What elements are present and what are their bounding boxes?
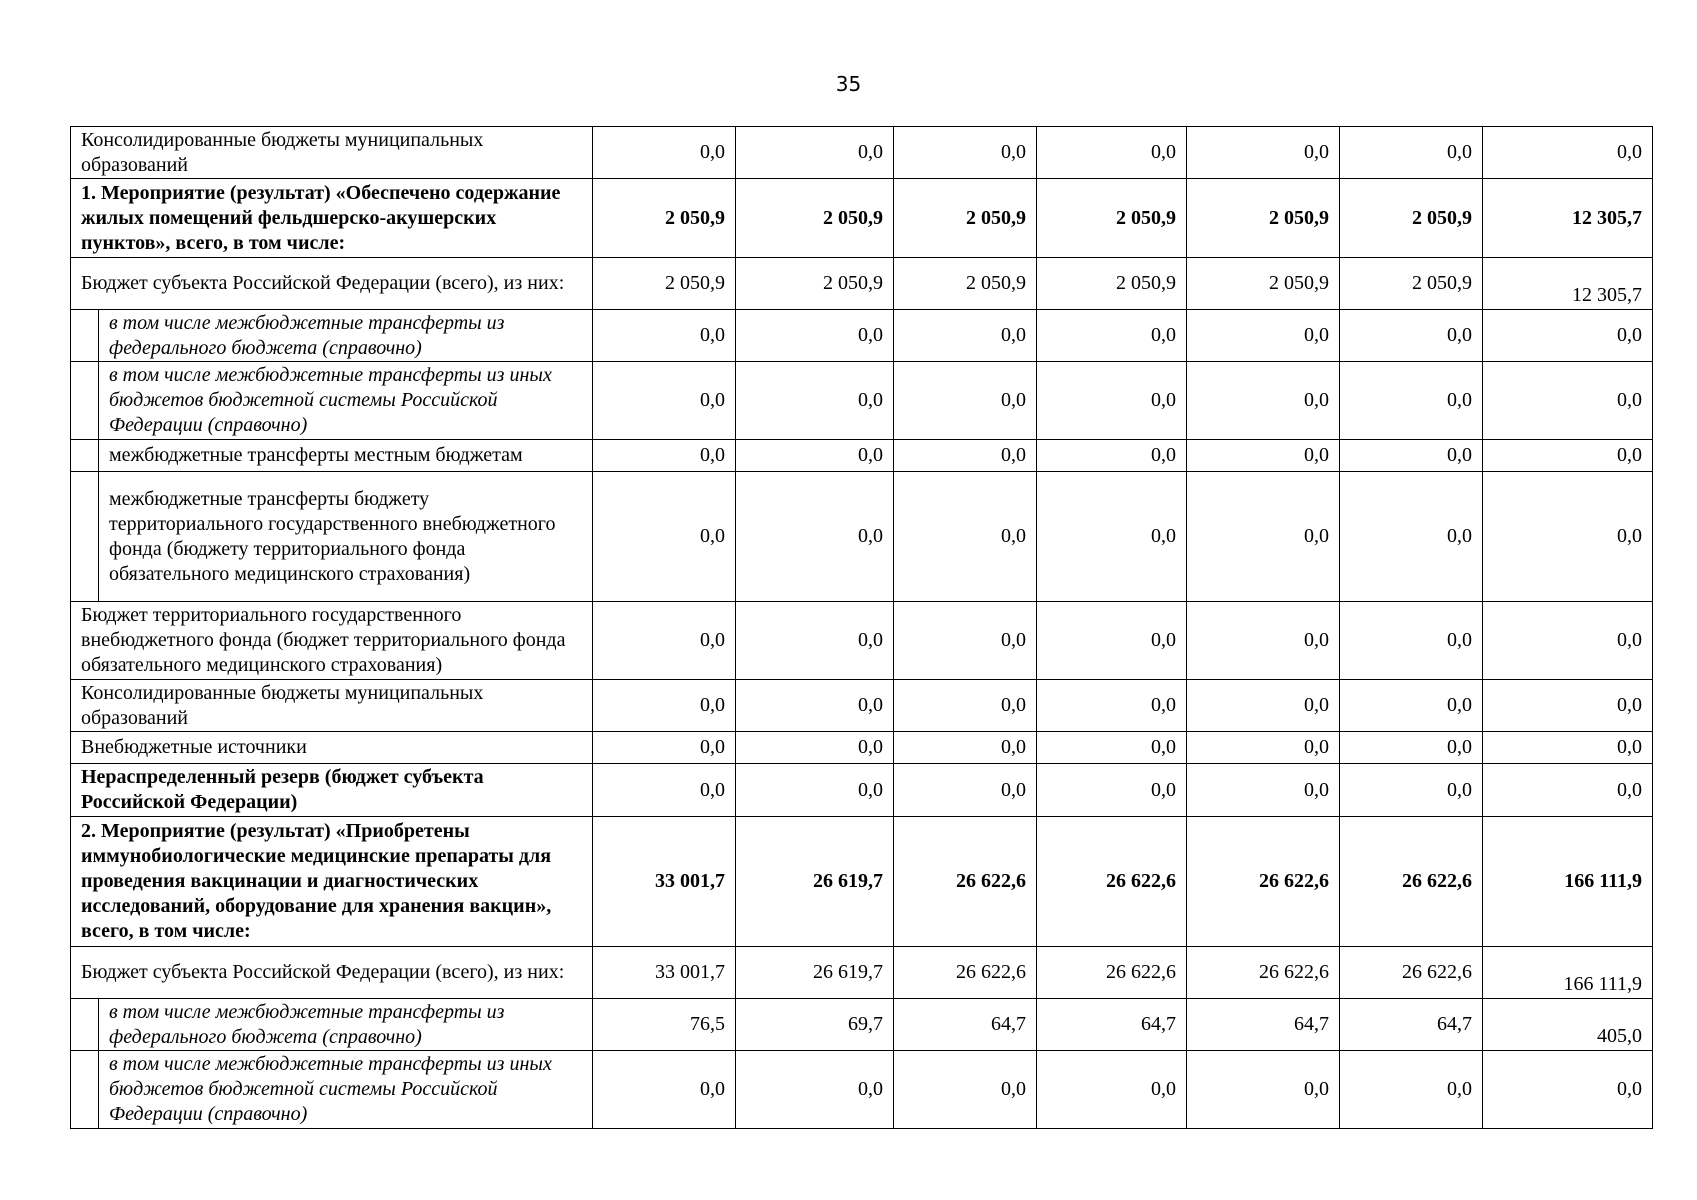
- value-cell: 0,0: [894, 127, 1037, 179]
- value-cell: 0,0: [1037, 1051, 1187, 1129]
- value-cell: 0,0: [1187, 764, 1340, 817]
- table-row: [71, 732, 1653, 764]
- value-cell: 2 050,9: [894, 258, 1037, 310]
- total-cell: 166 111,9: [1483, 817, 1653, 947]
- value-cell: 26 622,6: [1187, 817, 1340, 947]
- value-cell: 0,0: [1340, 127, 1483, 179]
- row-label: 2. Мероприятие (результат) «Приобретены иммунобиологические медицинские препараты для проведения вакцинации и диагностических исследований, оборудование для хранения вакцин», всего, в том числе:: [71, 817, 593, 947]
- value-cell: 26 622,6: [894, 817, 1037, 947]
- value-cell: 26 622,6: [1037, 947, 1187, 999]
- value-cell: 0,0: [593, 440, 736, 472]
- total-cell: 166 111,9: [1483, 947, 1653, 999]
- total-cell: 0,0: [1483, 680, 1653, 732]
- row-label: в том числе межбюджетные трансферты из федерального бюджета (справочно): [99, 999, 593, 1051]
- value-cell: 0,0: [1037, 602, 1187, 680]
- indent-cell: [71, 440, 99, 472]
- total-cell: 0,0: [1483, 1051, 1653, 1129]
- value-cell: 0,0: [1340, 764, 1483, 817]
- value-cell: 0,0: [894, 440, 1037, 472]
- total-cell: 12 305,7: [1483, 258, 1653, 310]
- value-cell: 2 050,9: [1187, 179, 1340, 258]
- value-cell: 64,7: [1340, 999, 1483, 1051]
- value-cell: 0,0: [894, 764, 1037, 817]
- value-cell: 0,0: [1187, 310, 1340, 362]
- table-row: [71, 179, 1653, 258]
- value-cell: 26 622,6: [894, 947, 1037, 999]
- table-row: [71, 817, 1653, 947]
- value-cell: 0,0: [1037, 472, 1187, 602]
- row-label: в том числе межбюджетные трансферты из иных бюджетов бюджетной системы Российской Федерации (справочно): [99, 1051, 593, 1129]
- total-cell: 0,0: [1483, 362, 1653, 440]
- value-cell: 0,0: [1187, 440, 1340, 472]
- row-label: межбюджетные трансферты местным бюджетам: [99, 440, 593, 472]
- total-cell: 0,0: [1483, 472, 1653, 602]
- value-cell: 0,0: [1340, 1051, 1483, 1129]
- indent-cell: [71, 1051, 99, 1129]
- value-cell: 0,0: [1037, 440, 1187, 472]
- value-cell: 33 001,7: [593, 947, 736, 999]
- value-cell: 0,0: [1340, 602, 1483, 680]
- value-cell: 2 050,9: [1037, 258, 1187, 310]
- value-cell: 69,7: [736, 999, 894, 1051]
- value-cell: 64,7: [1037, 999, 1187, 1051]
- value-cell: 0,0: [736, 764, 894, 817]
- value-cell: 2 050,9: [894, 179, 1037, 258]
- value-cell: 2 050,9: [593, 179, 736, 258]
- value-cell: 76,5: [593, 999, 736, 1051]
- value-cell: 2 050,9: [736, 179, 894, 258]
- indent-cell: [71, 362, 99, 440]
- value-cell: 0,0: [593, 310, 736, 362]
- row-label: межбюджетные трансферты бюджету территориального государственного внебюджетного фонда (бюджету территориального фонда обязательного медицинского страхования): [99, 472, 593, 602]
- row-label: Консолидированные бюджеты муниципальных образований: [71, 680, 593, 732]
- value-cell: 0,0: [593, 602, 736, 680]
- value-cell: 2 050,9: [1187, 258, 1340, 310]
- value-cell: 0,0: [1187, 602, 1340, 680]
- value-cell: 0,0: [736, 362, 894, 440]
- total-cell: 405,0: [1483, 999, 1653, 1051]
- value-cell: 0,0: [1037, 764, 1187, 817]
- value-cell: 26 622,6: [1187, 947, 1340, 999]
- value-cell: 0,0: [736, 127, 894, 179]
- value-cell: 0,0: [593, 472, 736, 602]
- row-label: Внебюджетные источники: [71, 732, 593, 764]
- value-cell: 26 622,6: [1340, 947, 1483, 999]
- total-cell: 0,0: [1483, 764, 1653, 817]
- value-cell: 0,0: [894, 680, 1037, 732]
- value-cell: 0,0: [593, 1051, 736, 1129]
- table-row: [71, 258, 1653, 310]
- value-cell: 0,0: [593, 680, 736, 732]
- value-cell: 26 622,6: [1037, 817, 1187, 947]
- table-row: [71, 362, 1653, 440]
- value-cell: 0,0: [736, 680, 894, 732]
- value-cell: 0,0: [1340, 440, 1483, 472]
- value-cell: 0,0: [894, 362, 1037, 440]
- value-cell: 0,0: [1340, 472, 1483, 602]
- row-label: Консолидированные бюджеты муниципальных образований: [71, 127, 593, 179]
- value-cell: 0,0: [1187, 472, 1340, 602]
- value-cell: 0,0: [736, 732, 894, 764]
- row-label: Бюджет субъекта Российской Федерации (всего), из них:: [71, 258, 593, 310]
- value-cell: 0,0: [736, 602, 894, 680]
- value-cell: 2 050,9: [736, 258, 894, 310]
- value-cell: 0,0: [593, 764, 736, 817]
- value-cell: 0,0: [1187, 127, 1340, 179]
- indent-cell: [71, 310, 99, 362]
- value-cell: 2 050,9: [1340, 258, 1483, 310]
- row-label: в том числе межбюджетные трансферты из федерального бюджета (справочно): [99, 310, 593, 362]
- value-cell: 0,0: [593, 732, 736, 764]
- value-cell: 0,0: [593, 362, 736, 440]
- row-label: Нераспределенный резерв (бюджет субъекта Российской Федерации): [71, 764, 593, 817]
- total-cell: 0,0: [1483, 732, 1653, 764]
- value-cell: 0,0: [1340, 732, 1483, 764]
- value-cell: 0,0: [1187, 680, 1340, 732]
- indent-cell: [71, 999, 99, 1051]
- value-cell: 0,0: [593, 127, 736, 179]
- table-row: [71, 1051, 1653, 1129]
- value-cell: 0,0: [1037, 362, 1187, 440]
- value-cell: 0,0: [1340, 362, 1483, 440]
- value-cell: 0,0: [736, 472, 894, 602]
- table-row: [71, 127, 1653, 179]
- value-cell: 64,7: [1187, 999, 1340, 1051]
- value-cell: 0,0: [894, 1051, 1037, 1129]
- value-cell: 0,0: [736, 310, 894, 362]
- total-cell: 0,0: [1483, 127, 1653, 179]
- value-cell: 0,0: [736, 1051, 894, 1129]
- table-row: [71, 680, 1653, 732]
- value-cell: 0,0: [894, 602, 1037, 680]
- total-cell: 12 305,7: [1483, 179, 1653, 258]
- value-cell: 0,0: [1340, 310, 1483, 362]
- row-label: Бюджет территориального государственного внебюджетного фонда (бюджет территориального фонда обязательного медицинского страхования): [71, 602, 593, 680]
- value-cell: 0,0: [1037, 310, 1187, 362]
- value-cell: 0,0: [1340, 680, 1483, 732]
- total-cell: 0,0: [1483, 440, 1653, 472]
- row-label: 1. Мероприятие (результат) «Обеспечено содержание жилых помещений фельдшерско-акушерских пунктов», всего, в том числе:: [71, 179, 593, 258]
- table-row: [71, 947, 1653, 999]
- table-row: [71, 602, 1653, 680]
- row-label: Бюджет субъекта Российской Федерации (всего), из них:: [71, 947, 593, 999]
- table-row: [71, 440, 1653, 472]
- value-cell: 0,0: [1187, 362, 1340, 440]
- total-cell: 0,0: [1483, 602, 1653, 680]
- value-cell: 2 050,9: [1037, 179, 1187, 258]
- value-cell: 0,0: [1187, 1051, 1340, 1129]
- value-cell: 2 050,9: [593, 258, 736, 310]
- value-cell: 0,0: [736, 440, 894, 472]
- table-row: [71, 310, 1653, 362]
- value-cell: 0,0: [1187, 732, 1340, 764]
- value-cell: 0,0: [894, 310, 1037, 362]
- value-cell: 0,0: [1037, 732, 1187, 764]
- table-row: [71, 764, 1653, 817]
- value-cell: 0,0: [894, 732, 1037, 764]
- value-cell: 64,7: [894, 999, 1037, 1051]
- value-cell: 26 619,7: [736, 947, 894, 999]
- value-cell: 26 619,7: [736, 817, 894, 947]
- table-row: [71, 472, 1653, 602]
- total-cell: 0,0: [1483, 310, 1653, 362]
- indent-cell: [71, 472, 99, 602]
- table-row: [71, 999, 1653, 1051]
- value-cell: 0,0: [894, 472, 1037, 602]
- row-label: в том числе межбюджетные трансферты из иных бюджетов бюджетной системы Российской Федерации (справочно): [99, 362, 593, 440]
- budget-table: [70, 126, 1653, 1129]
- value-cell: 0,0: [1037, 127, 1187, 179]
- page-number: 35: [835, 72, 862, 96]
- value-cell: 26 622,6: [1340, 817, 1483, 947]
- value-cell: 2 050,9: [1340, 179, 1483, 258]
- value-cell: 0,0: [1037, 680, 1187, 732]
- value-cell: 33 001,7: [593, 817, 736, 947]
